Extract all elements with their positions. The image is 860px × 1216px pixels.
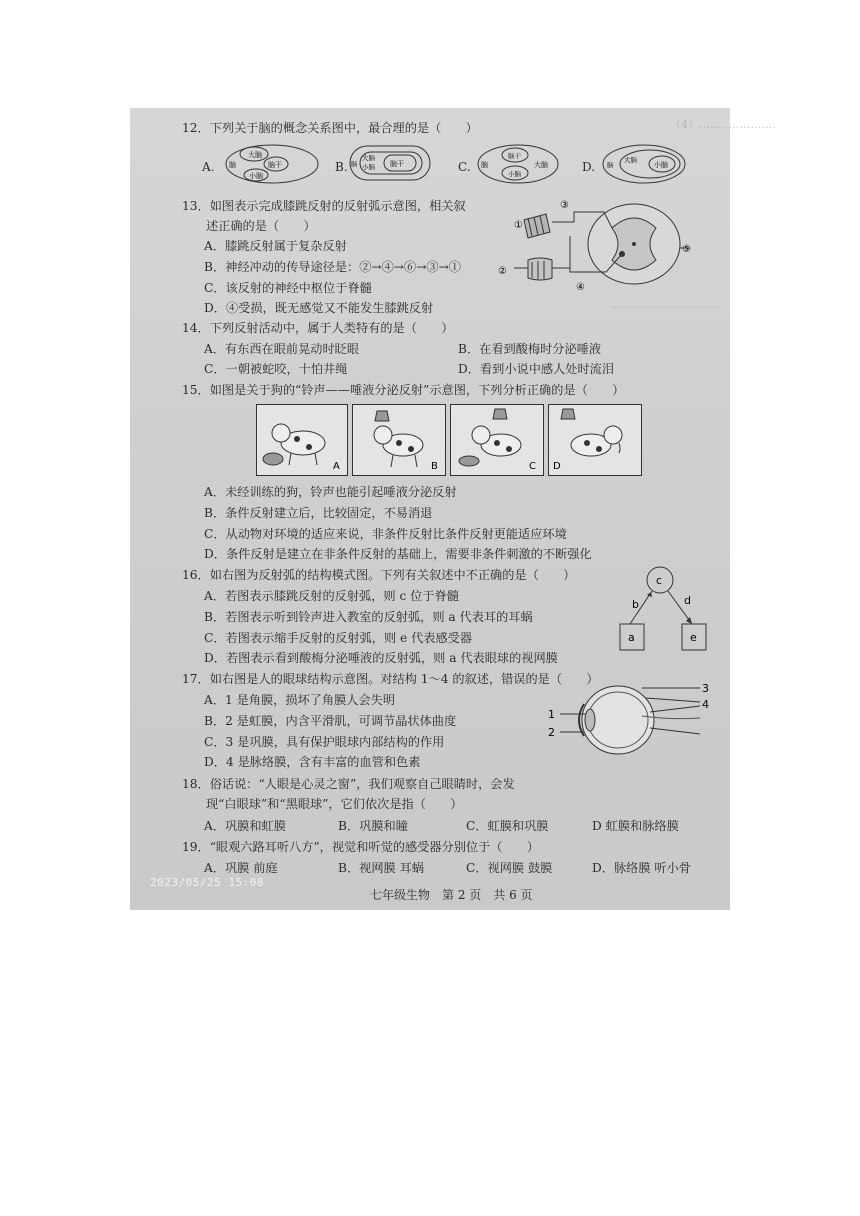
svg-text:C: C — [529, 461, 536, 472]
page-footer: 七年级生物 第 2 页 共 6 页 — [370, 888, 533, 902]
q19-option-a: A．巩膜 前庭 — [204, 861, 278, 875]
q12-option-b: B. — [335, 160, 348, 174]
q12-diagram-a — [222, 142, 322, 186]
svg-text:④: ④ — [576, 282, 585, 293]
q16-option-d: D．若图表示看到酸梅分泌唾液的反射弧，则 a 代表眼球的视网膜 — [204, 651, 558, 665]
question-13-stem: 13．如图表示完成膝跳反射的反射弧示意图，相关叙 — [182, 199, 466, 213]
q13-reflex-arc-diagram — [494, 198, 694, 298]
svg-text:脑: 脑 — [481, 161, 488, 169]
q12-diagram-c — [475, 142, 561, 186]
svg-text:大脑: 大脑 — [624, 156, 637, 164]
question-18-stem-cont: 现“白眼球”和“黑眼球”，它们依次是指（ ） — [206, 797, 463, 811]
svg-text:大脑: 大脑 — [534, 161, 548, 169]
svg-text:③: ③ — [560, 200, 569, 211]
exam-page-photo — [130, 108, 776, 910]
q19-option-d: D．脉络膜 听小骨 — [592, 861, 691, 875]
question-14-stem: 14．下列反射活动中，属于人类特有的是（ ） — [182, 321, 454, 335]
q12-option-a: A. — [202, 160, 215, 174]
q17-option-a: A．1 是角膜，损坏了角膜人会失明 — [204, 693, 396, 707]
dog-bell-food-icon — [451, 405, 543, 475]
q12-label: 小脑 — [249, 172, 263, 180]
q16-option-a: A．若图表示膝跳反射的反射弧，则 c 位于脊髓 — [204, 589, 459, 603]
q14-option-a: A．有东西在眼前晃动时眨眼 — [204, 342, 360, 356]
question-17-stem: 17．如右图是人的眼球结构示意图。对结构 1～4 的叙述，错误的是（ ） — [182, 672, 599, 686]
svg-text:②: ② — [498, 266, 507, 277]
q17-option-c: C．3 是巩膜，具有保护眼球内部结构的作用 — [204, 735, 445, 749]
svg-text:⑤: ⑤ — [682, 244, 691, 255]
svg-text:B: B — [431, 461, 438, 472]
q15-panel-a — [256, 404, 348, 476]
q14-option-d: D．看到小说中感人处时流泪 — [458, 362, 615, 376]
svg-text:c: c — [656, 574, 663, 587]
q17-option-b: B．2 是虹膜，内含平滑肌，可调节晶状体曲度 — [204, 714, 457, 728]
svg-text:脑: 脑 — [351, 160, 358, 168]
svg-text:b: b — [632, 598, 639, 611]
q18-option-b: B．巩膜和瞳 — [338, 819, 408, 833]
question-15-stem: 15．如图是关于狗的“铃声——唾液分泌反射”示意图，下列分析正确的是（ ） — [182, 383, 625, 397]
svg-text:大脑: 大脑 — [362, 154, 375, 162]
q12-label: 脑 — [229, 161, 236, 169]
q15-panel-d — [548, 404, 642, 476]
q14-option-b: B．在看到酸梅时分泌唾液 — [458, 342, 602, 356]
q13-option-b: B．神经冲动的传导途径是：②→④→⑥→③→① — [204, 260, 461, 274]
svg-text:d: d — [684, 594, 691, 607]
q14-option-c: C．一朝被蛇咬，十怕井绳 — [204, 362, 348, 376]
svg-text:小脑: 小脑 — [362, 163, 375, 171]
q17-eyeball-diagram — [542, 678, 712, 762]
svg-text:D: D — [553, 461, 561, 472]
svg-text:1: 1 — [548, 708, 555, 721]
q17-option-d: D．4 是脉络膜，含有丰富的血管和色素 — [204, 755, 421, 769]
dog-salivating-icon — [549, 405, 641, 475]
q15-option-b: B．条件反射建立后，比较固定，不易消退 — [204, 506, 433, 520]
dog-eating-icon — [257, 405, 347, 475]
q15-option-a: A．未经训练的狗，铃声也能引起唾液分泌反射 — [204, 485, 457, 499]
q16-reflex-diagram — [618, 564, 714, 654]
question-16-stem: 16．如右图为反射弧的结构模式图。下列有关叙述中不正确的是（ ） — [182, 568, 576, 582]
q19-option-b: B．视网膜 耳蜗 — [338, 861, 424, 875]
q12-option-c: C. — [458, 160, 471, 174]
svg-text:A: A — [333, 461, 340, 472]
q15-option-c: C．从动物对环境的适应来说，非条件反射比条件反射更能适应环境 — [204, 527, 567, 541]
q13-option-d: D．④受损，既无感觉又不能发生膝跳反射 — [204, 301, 434, 315]
svg-text:脑: 脑 — [607, 161, 614, 169]
question-19-stem: 19．“眼观六路耳听八方”，视觉和听觉的感受器分别位于（ ） — [182, 840, 540, 854]
q12-diagram-d — [600, 142, 690, 186]
dog-bell-icon — [353, 405, 445, 475]
q16-option-c: C．若图表示缩手反射的反射弧，则 e 代表感受器 — [204, 631, 473, 645]
svg-text:2: 2 — [548, 726, 555, 739]
q15-panel-b — [352, 404, 446, 476]
q18-option-d: D 虹膜和脉络膜 — [592, 819, 679, 833]
q12-label: 大脑 — [248, 151, 262, 159]
q15-panel-c — [450, 404, 544, 476]
q13-option-a: A．膝跳反射属于复杂反射 — [204, 239, 347, 253]
question-18-stem: 18．俗话说：“人眼是心灵之窗”，我们观察自己眼睛时，会发 — [182, 777, 515, 791]
q12-label: 脑干 — [268, 161, 282, 169]
svg-text:脑干: 脑干 — [390, 160, 404, 168]
q13-option-c: C．该反射的神经中枢位于脊髓 — [204, 281, 372, 295]
svg-text:小脑: 小脑 — [654, 161, 668, 169]
svg-text:a: a — [628, 631, 635, 644]
bleed-through-text: ………………………… — [610, 298, 720, 311]
svg-text:脑干: 脑干 — [508, 152, 521, 160]
svg-text:小脑: 小脑 — [508, 170, 521, 178]
question-13-stem-cont: 述正确的是（ ） — [206, 219, 316, 233]
q18-option-c: C．虹膜和巩膜 — [466, 819, 549, 833]
q15-option-d: D．条件反射是建立在非条件反射的基础上，需要非条件刺激的不断强化 — [204, 547, 592, 561]
q12-diagram-b — [348, 144, 434, 184]
svg-text:3: 3 — [702, 682, 709, 695]
svg-text:e: e — [690, 631, 697, 644]
svg-text:①: ① — [514, 220, 523, 231]
q12-option-d: D. — [582, 160, 596, 174]
svg-text:4: 4 — [702, 698, 709, 711]
photo-timestamp: 2023/05/25 15:08 — [150, 876, 264, 889]
q16-option-b: B．若图表示听到铃声进入教室的反射弧，则 a 代表耳的耳蜗 — [204, 610, 533, 624]
q19-option-c: C．视网膜 鼓膜 — [466, 861, 553, 875]
bleed-through-text: （4）………………… — [670, 118, 776, 131]
question-12-stem: 12．下列关于脑的概念关系图中，最合理的是（ ） — [182, 121, 478, 135]
q18-option-a: A．巩膜和虹膜 — [204, 819, 286, 833]
